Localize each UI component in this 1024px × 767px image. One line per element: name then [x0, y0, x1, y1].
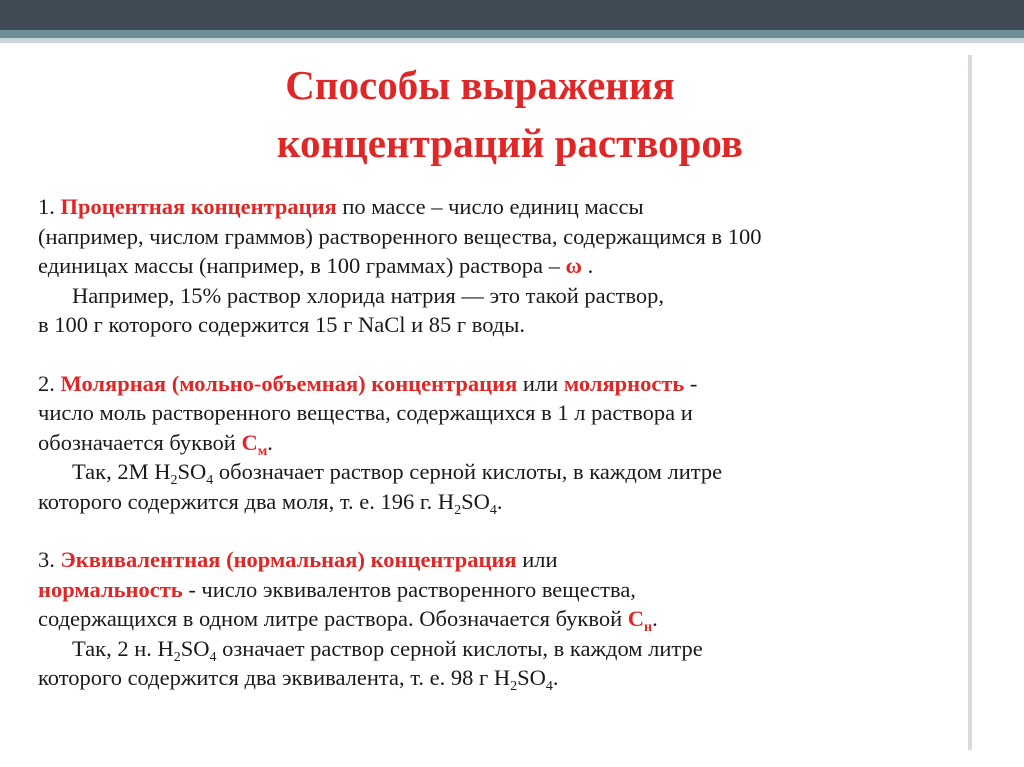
text: . [581, 253, 594, 278]
term-equivalent: Эквивалентная (нормальная) концентрация [60, 547, 517, 572]
term-molar: Молярная (мольно-объемная) концентрация [60, 370, 518, 396]
section-3 [38, 545, 958, 693]
cn-symbol: $С_н$ [627, 606, 653, 635]
term-normality: нормальность [38, 576, 183, 602]
text: - число эквивалентов растворенного вещества, [182, 576, 636, 602]
slide-title [160, 56, 860, 172]
example-text: Например, 15% раствор хлорида натрия — это такой раствор, [72, 282, 665, 308]
section-1 [38, 192, 958, 340]
text: единицах массы (например, в 100 граммах) раствора – [38, 253, 566, 278]
text: обозначается буквой [38, 429, 242, 455]
slide-body [38, 192, 958, 693]
example-text: которого содержится два моля, т. е. 196 г. $Н_2SO_4$. [38, 488, 503, 518]
section-2 [38, 369, 958, 517]
top-band-accent [0, 30, 1024, 38]
text: . [267, 429, 273, 455]
term-percent: Процентная концентрация [60, 194, 337, 219]
section-1-number: 1. [38, 194, 61, 219]
example-text: Так, 2 н. $Н_2SO_4$ означает раствор серной кислоты, в каждом литре [72, 635, 703, 665]
top-band [0, 0, 1024, 30]
text: содержащихся в одном литре раствора. Обозначается буквой [38, 606, 628, 631]
text: . [652, 606, 658, 631]
text: - [684, 370, 698, 396]
title-line-2: концентраций растворов [276, 120, 744, 166]
text: число моль растворенного вещества, содержащихся в 1 л раствора и [38, 400, 693, 425]
text: по массе – число единиц массы [336, 194, 644, 219]
example-text: которого содержится два эквивалента, т. е. 98 г $Н_2SO_4$. [38, 665, 559, 694]
text: (например, числом граммов) растворенного вещества, содержащимся в 100 [38, 223, 762, 249]
section-3-number: 3. [38, 547, 61, 572]
text: или [517, 370, 564, 396]
section-2-number: 2. [38, 370, 61, 396]
example-text: в 100 г которого содержится 15 г NaCl и 85 г воды. [38, 312, 525, 337]
title-line-1: Способы выражения [285, 62, 675, 108]
text: или [516, 547, 558, 572]
cm-symbol: $С_м$ [241, 429, 268, 459]
omega-symbol: ω [565, 253, 582, 278]
slide-edge [968, 55, 972, 750]
term-molarity: молярность [563, 370, 685, 396]
example-text: Так, 2М $Н_2SO_4$ обозначает раствор серной кислоты, в каждом литре [72, 459, 723, 488]
